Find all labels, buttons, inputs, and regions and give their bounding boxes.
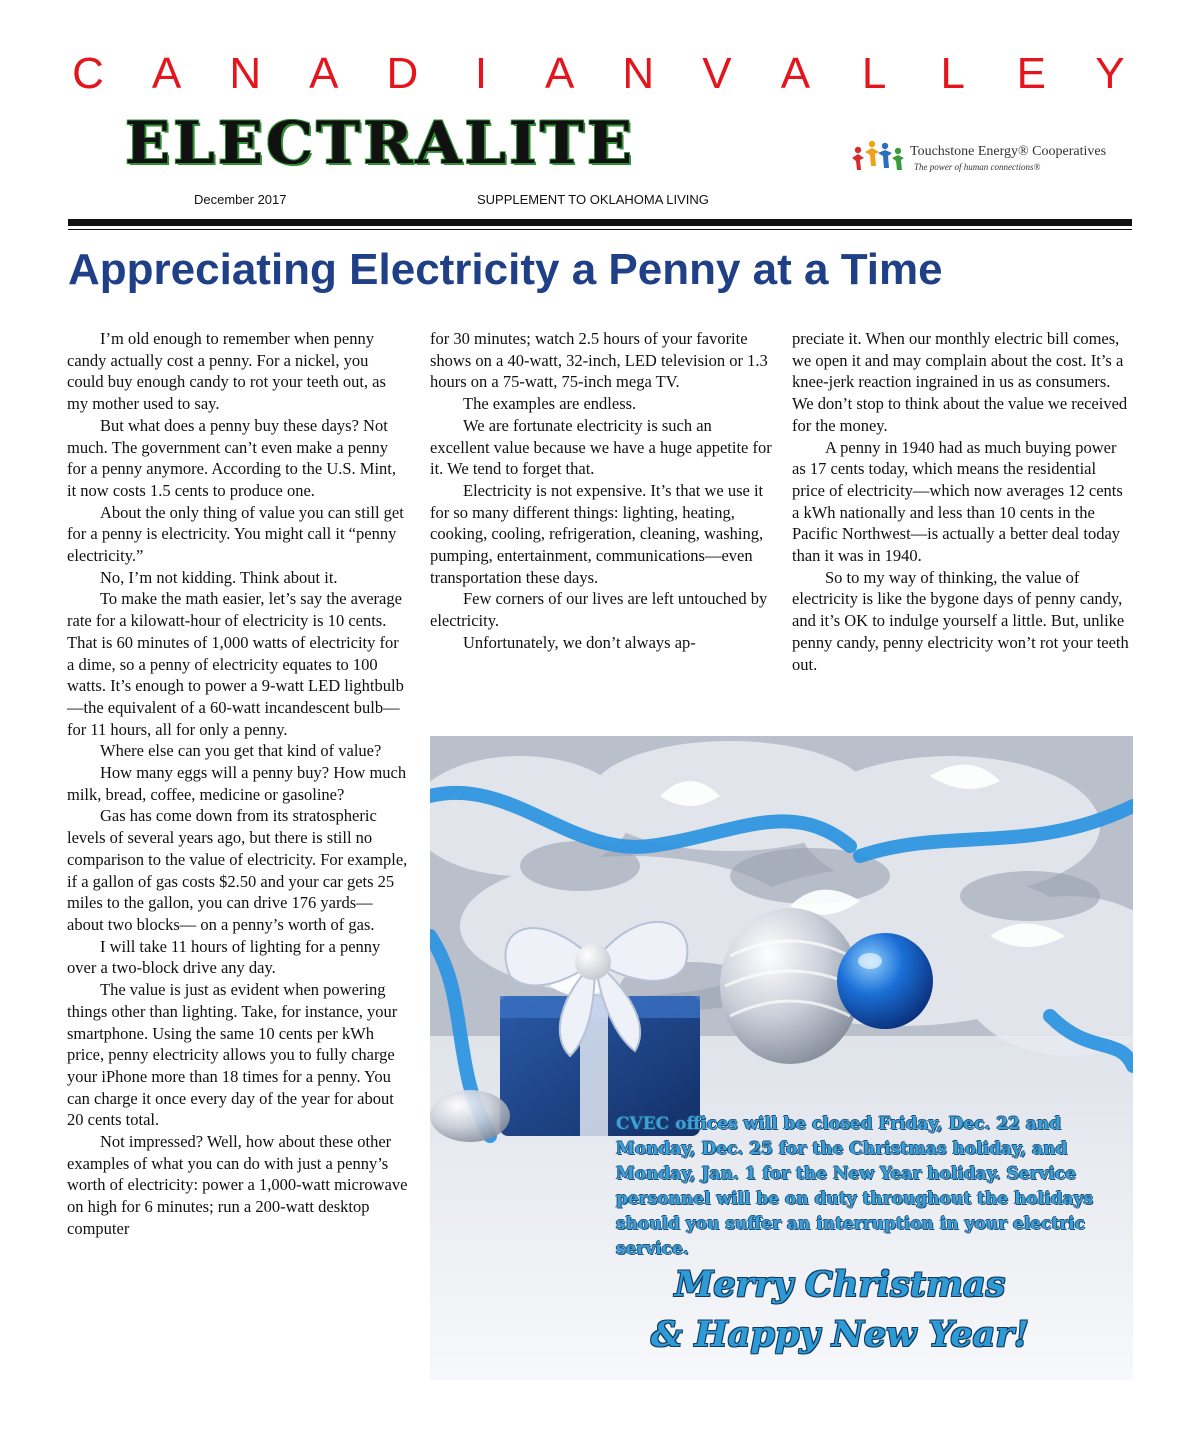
masthead-cooperative-name	[68, 49, 1130, 98]
paragraph: To make the math easier, let’s say the average rate for a kilowatt-hour of electricity is 10 cents. That is 60 minutes of 1,000 watts of electricity for a dime, so a penny of electricity equates to 100 watts. It’s enough to power a 9-watt LED lightbulb—the equivalent of a 60-watt incandescent bulb—for 11 hours, all for only a penny.	[67, 589, 404, 739]
paragraph: We are fortunate electricity is such an excellent value because we have a huge appetite for it. We tend to forget that.	[430, 415, 772, 479]
paragraph: Unfortunately, we don’t always ap-	[463, 632, 696, 652]
paragraph: Not impressed? Well, how about these other examples of what you can do with just a penny’s worth of electricity: power a 1,000-watt microwave on high for 6 minutes; run a 200-watt desktop computer	[67, 1132, 408, 1238]
masthead-letter: Y	[1095, 49, 1125, 98]
paragraph: How many eggs will a penny buy? How much milk, bread, coffee, medicine or gasoline?	[67, 763, 407, 804]
paragraph: I will take 11 hours of lighting for a penny over a two-block drive any day.	[67, 936, 381, 978]
logo-tagline: The power of human connections®	[914, 162, 1041, 172]
newsletter-title: ELECTRALITE	[125, 109, 636, 177]
article-headline: Appreciating Electricity a Penny at a Time	[68, 245, 943, 294]
supplement-note: SUPPLEMENT TO OKLAHOMA LIVING	[477, 192, 709, 207]
touchstone-energy-logo	[850, 136, 1120, 176]
masthead-letter: N	[229, 49, 262, 98]
masthead-divider-thin	[68, 229, 1132, 230]
paragraph: Few corners of our lives are left untouched by electricity.	[430, 589, 768, 631]
paragraph: About the only thing of value you can still get for a penny is electricity. You might call it “penny electricity.”	[67, 502, 404, 566]
paragraph: But what does a penny buy these days? Not much. The government can’t even make a penny for a penny anymore. According to the U.S. Mint, it now costs 1.5 cents to produce one.	[67, 415, 397, 500]
masthead-letter: N	[622, 49, 655, 98]
paragraph: Gas has come down from its stratospheric levels of several years ago, but there is still no comparison to the value of electricity. For example, if a gallon of gas costs $2.50 and your car gets 25 miles to the gallon, you can drive 176 yards—about two blocks— on a penny’s worth of gas.	[67, 806, 408, 934]
paragraph: No, I’m not kidding. Think about it.	[100, 567, 338, 587]
issue-date: December 2017	[194, 192, 287, 207]
paragraph: for 30 minutes; watch 2.5 hours of your favorite shows on a 40-watt, 32-inch, LED television or 1.3 hours on a 75-watt, 75-inch mega TV.	[430, 329, 768, 392]
masthead-letter: A	[780, 49, 811, 98]
paragraph: Electricity is not expensive. It’s that we use it for so many different things: lighting, heating, cooking, cooling, refrigeration, cleaning, washing, pumping, entertainment, communications—even transportation these days.	[430, 480, 764, 587]
paragraph: A penny in 1940 had as much buying power as 17 cents today, which means the residential price of electricity—which now averages 12 cents a kWh nationally and less than 10 cents in the Pacific Northwest—is actually a better deal today than it was in 1940.	[792, 437, 1123, 566]
masthead-letter: A	[151, 49, 182, 98]
masthead-letter: V	[702, 49, 732, 98]
paragraph: I’m old enough to remember when penny candy actually cost a penny. For a nickel, you could buy enough candy to rot your teeth out, as my mother used to say.	[67, 329, 386, 414]
masthead-letter: L	[940, 49, 965, 98]
masthead-letter: C	[72, 49, 104, 98]
holiday-photo	[430, 736, 1133, 1380]
greeting-merry-christmas: Merry Christmas	[674, 1264, 1006, 1305]
masthead-letter: A	[309, 49, 339, 98]
paragraph: The value is just as evident when powering things other than lighting. Take, for instance, your smartphone. Using the same 10 cents per kWh price, penny electricity allows you to fully charge your iPhone more than 18 times for a penny. You can charge it once every day of the year for about 20 cents total.	[67, 980, 398, 1130]
paragraph: The examples are endless.	[463, 394, 637, 414]
masthead-letter: A	[544, 49, 575, 98]
greeting-happy-new-year: & Happy New Year!	[650, 1314, 1030, 1355]
holiday-closure-notice: CVEC offices will be closed Friday, Dec. 22 and Monday, Dec. 25 for the Christmas holiday, and Monday, Jan. 1 for the New Year holiday. Service personnel will be on duty throughout the holidays should you suffer an interruption in your electric service.	[616, 1114, 1094, 1259]
masthead-letter: L	[861, 49, 887, 98]
article-column-3	[792, 328, 1132, 675]
article-column-1	[67, 328, 409, 1240]
touchstone-people-icon	[850, 136, 906, 176]
masthead-letter: D	[386, 49, 419, 98]
logo-name: Touchstone Energy® Cooperatives	[910, 144, 1107, 159]
masthead-divider	[68, 219, 1132, 226]
paragraph: Where else can you get that kind of value?	[100, 741, 382, 761]
masthead-letter: I	[474, 49, 488, 98]
masthead-letter: E	[1016, 49, 1046, 98]
paragraph: preciate it. When our monthly electric bill comes, we open it and may complain about the cost. It’s a knee-jerk reaction ingrained in us as consumers. We don’t stop to think about the value we received for the money.	[792, 329, 1128, 435]
article-column-2	[430, 328, 774, 654]
paragraph: So to my way of thinking, the value of electricity is like the bygone days of penny candy, and it’s OK to indulge yourself a little. But, unlike penny candy, penny electricity won’t rot your teeth out.	[792, 567, 1129, 674]
